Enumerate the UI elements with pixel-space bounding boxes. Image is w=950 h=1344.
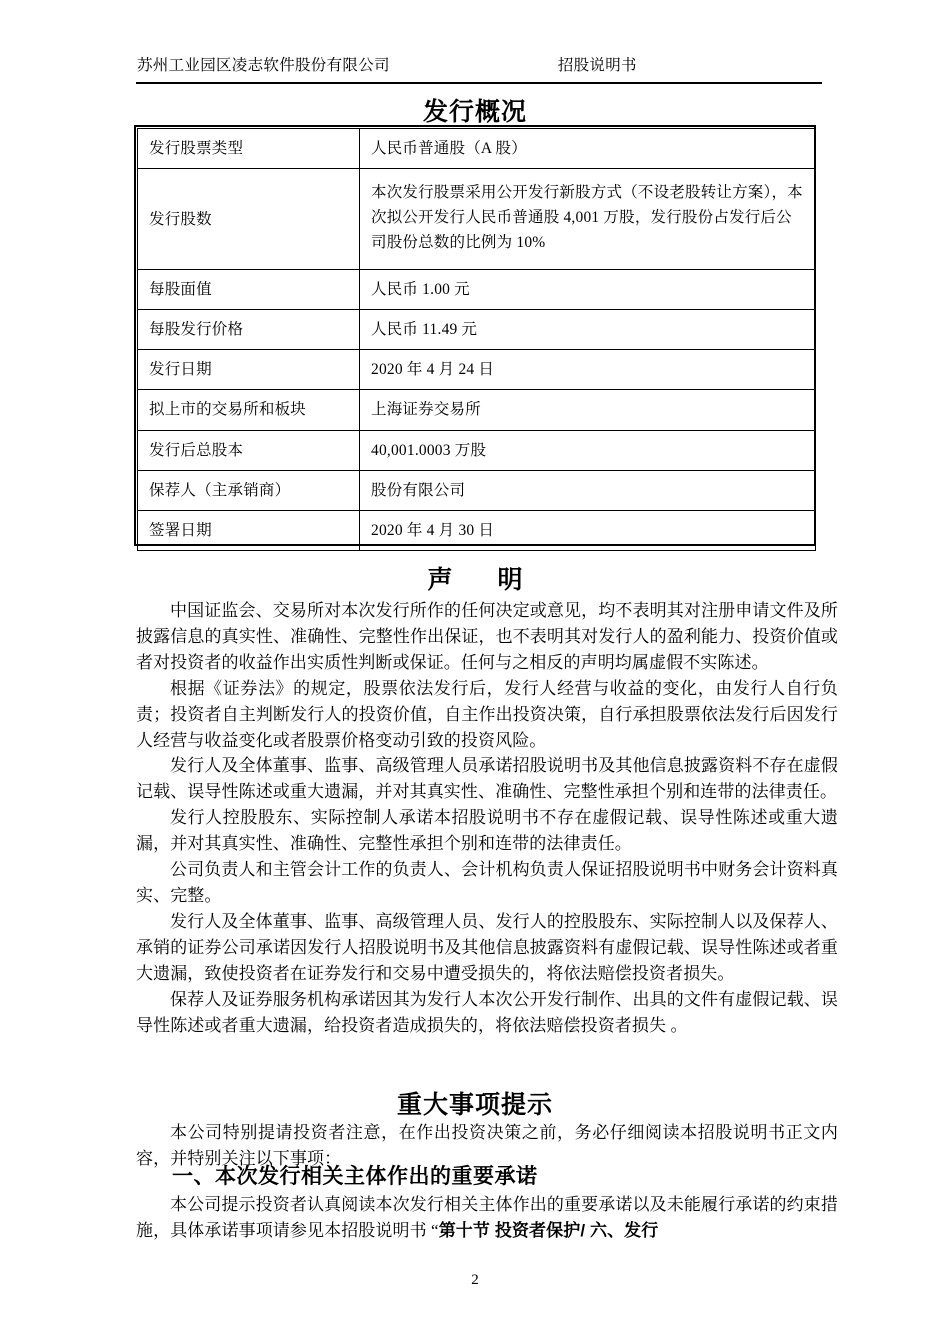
- declaration-paragraph: 公司负责人和主管会计工作的负责人、会计机构负责人保证招股说明书中财务会计资料真实、完整。: [136, 860, 838, 905]
- declaration-paragraph: 保荐人及证券服务机构承诺因其为发行人本次公开发行制作、出具的文件有虚假记载、误导性陈述或者重大遗漏，给投资者造成损失的，将依法赔偿投资者损失 。: [136, 989, 838, 1035]
- offering-overview-table: [137, 128, 816, 551]
- page-title: 发行概况: [422, 98, 527, 126]
- row-label: 保荐人（主承销商）: [138, 470, 360, 510]
- major-matters-body-paragraph: [136, 1192, 838, 1244]
- row-value: 人民币普通股（A 股）: [360, 129, 816, 169]
- table-row: [138, 310, 816, 350]
- row-value: 2020 年 4 月 24 日: [360, 350, 816, 390]
- row-label: 每股面值: [138, 270, 360, 310]
- row-value: 人民币 1.00 元: [360, 270, 816, 310]
- major-matters-subheading: 一、本次发行相关主体作出的重要承诺: [172, 1165, 538, 1188]
- running-header: [137, 53, 823, 75]
- declaration-body: [136, 598, 838, 1038]
- table-row: [138, 510, 816, 550]
- major-matters-body-plain: 本公司提示投资者认真阅读本次发行相关主体作出的重要承诺以及未能履行承诺的约束措施，具体承诺事项请参见本招股说明书 “: [136, 1195, 838, 1240]
- major-matters-intro-paragraph: 本公司特别提请投资者注意，在作出投资决策之前，务必仔细阅读本招股说明书正文内容，并特别关注以下事项：: [136, 1123, 838, 1168]
- header-doc-type: 招股说明书: [557, 57, 637, 74]
- row-label: 签署日期: [138, 510, 360, 550]
- header-rule: [136, 82, 822, 84]
- row-label: 发行后总股本: [138, 430, 360, 470]
- row-label: 拟上市的交易所和板块: [138, 390, 360, 430]
- table-row: [138, 390, 816, 430]
- row-label: 发行日期: [138, 350, 360, 390]
- declaration-paragraph: 中国证监会、交易所对本次发行所作的任何决定或意见，均不表明其对注册申请文件及所披露信息的真实性、准确性、完整性作出保证，也不表明其对发行人的盈利能力、投资价值或者对投资者的收益作出实质性判断或保证。任何与之相反的声明均属虚假不实陈述。: [136, 601, 838, 672]
- major-matters-body: [136, 1192, 838, 1244]
- declaration-heading: 声 明: [427, 566, 533, 594]
- major-matters-body-reference: 第十节 投资者保护/ 六、发行: [438, 1220, 659, 1240]
- row-label: 发行股票类型: [138, 129, 360, 169]
- row-value: 人民币 11.49 元: [360, 310, 816, 350]
- table-row: [138, 169, 816, 270]
- row-value: 40,001.0003 万股: [360, 430, 816, 470]
- row-value: 股份有限公司: [360, 470, 816, 510]
- row-value: 2020 年 4 月 30 日: [360, 510, 816, 550]
- table-row: [138, 129, 816, 169]
- declaration-paragraph: 发行人及全体董事、监事、高级管理人员承诺招股说明书及其他信息披露资料不存在虚假记载、误导性陈述或重大遗漏，并对其真实性、准确性、完整性承担个别和连带的法律责任。: [136, 756, 838, 802]
- row-label: 发行股数: [138, 169, 360, 270]
- page-number: 2: [471, 1272, 479, 1288]
- table-row: [138, 470, 816, 510]
- row-value: 上海证券交易所: [360, 390, 816, 430]
- table-row: [138, 270, 816, 310]
- major-matters-heading: 重大事项提示: [396, 1091, 553, 1119]
- declaration-paragraph: 发行人及全体董事、监事、高级管理人员、发行人的控股股东、实际控制人以及保荐人、承销的证券公司承诺因发行人招股说明书及其他信息披露资料有虚假记载、误导性陈述或者重大遗漏，致使投资者在证券发行和交易中遭受损失的，将依法赔偿投资者损失。: [136, 911, 838, 983]
- table-row: [138, 350, 816, 390]
- declaration-paragraph: 发行人控股股东、实际控制人承诺本招股说明书不存在虚假记载、误导性陈述或重大遗漏，并对其真实性、准确性、完整性承担个别和连带的法律责任。: [136, 808, 838, 854]
- header-company-name: 苏州工业园区凌志软件股份有限公司: [137, 57, 390, 74]
- row-value: 本次发行股票采用公开发行新股方式（不设老股转让方案），本次拟公开发行人民币普通股 4,001 万股，发行股份占发行后公司股份总数的比例为 10%: [360, 169, 816, 270]
- declaration-paragraph: 根据《证券法》的规定，股票依法发行后，发行人经营与收益的变化，由发行人自行负责；投资者自主判断发行人的投资价值，自主作出投资决策，自行承担股票依法发行后因发行人经营与收益变化或者股票价格变动引致的投资风险。: [136, 678, 838, 750]
- row-label: 每股发行价格: [138, 310, 360, 350]
- table-row: [138, 430, 816, 470]
